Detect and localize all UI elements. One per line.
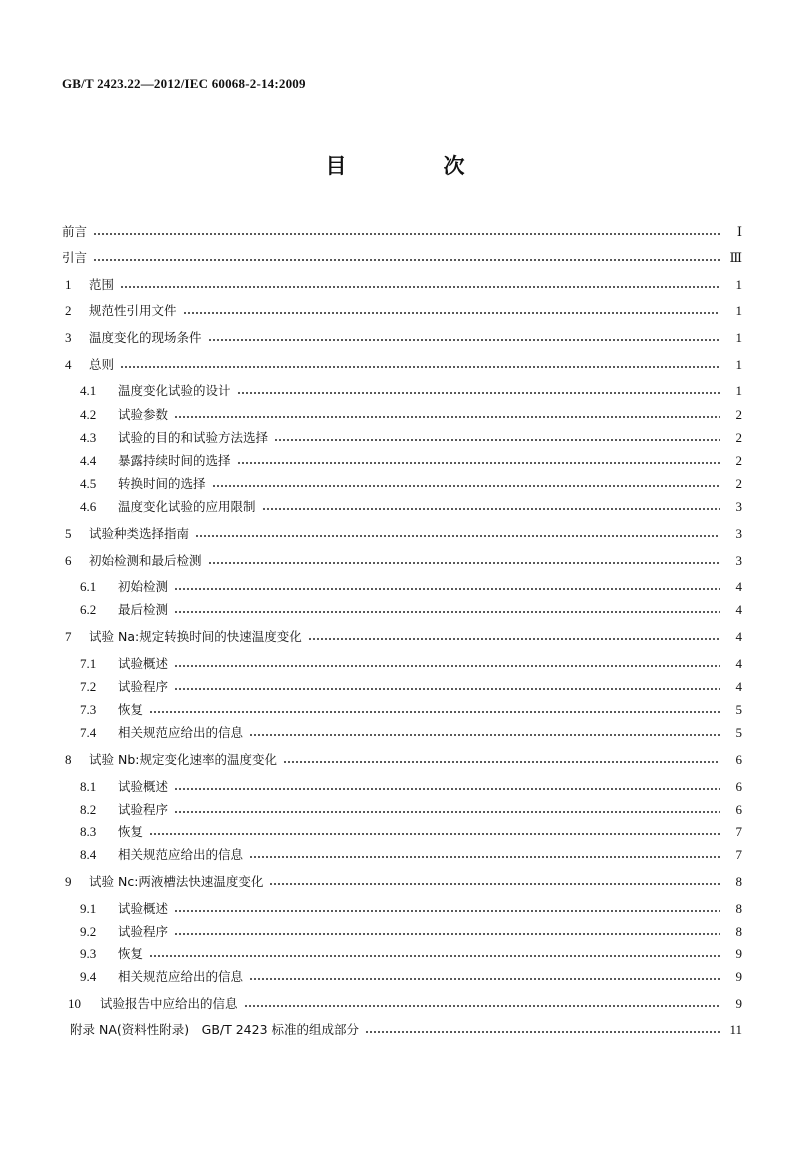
toc-entry[interactable] bbox=[65, 872, 742, 892]
toc-entry[interactable] bbox=[80, 381, 742, 401]
toc-entry[interactable] bbox=[80, 451, 742, 471]
toc-entry-number: 3 bbox=[65, 330, 72, 345]
toc-leader-dots bbox=[283, 761, 720, 763]
toc-entry[interactable] bbox=[80, 654, 742, 674]
toc-entry-page: 3 bbox=[735, 526, 742, 541]
toc-entry[interactable] bbox=[80, 777, 742, 797]
toc-entry[interactable] bbox=[62, 248, 742, 268]
toc-entry-page: 9 bbox=[735, 996, 742, 1011]
toc-entry-label: 初始检测 bbox=[118, 579, 169, 594]
toc-entry[interactable] bbox=[80, 723, 742, 743]
toc-entry-page: 1 bbox=[735, 330, 742, 345]
toc-entry[interactable] bbox=[80, 800, 742, 820]
toc-entry[interactable] bbox=[80, 428, 742, 448]
toc-entry-label: 试验概述 bbox=[118, 779, 169, 794]
toc-entry-label: 试验概述 bbox=[118, 656, 169, 671]
toc-entry[interactable] bbox=[80, 677, 742, 697]
toc-entry[interactable] bbox=[65, 524, 742, 544]
toc-leader-dots bbox=[262, 508, 720, 510]
toc-entry-label: 试验的目的和试验方法选择 bbox=[118, 430, 269, 445]
toc-entry-label: 相关规范应给出的信息 bbox=[118, 847, 244, 862]
toc-entry-page: 6 bbox=[735, 779, 742, 794]
toc-entry-number: 4.3 bbox=[80, 430, 97, 445]
toc-entry-label: 恢复 bbox=[118, 702, 144, 717]
toc-entry-number: 6.1 bbox=[80, 579, 97, 594]
toc-leader-dots bbox=[308, 638, 720, 640]
toc-entry-label: 试验参数 bbox=[118, 407, 169, 422]
toc-entry-label: 最后检测 bbox=[118, 602, 169, 617]
toc-entry-number: 9 bbox=[65, 874, 72, 889]
toc-entry-label: 恢复 bbox=[118, 824, 144, 839]
toc-entry-page: 3 bbox=[735, 553, 742, 568]
toc-entry-label: 暴露持续时间的选择 bbox=[118, 453, 231, 468]
toc-entry-label: 转换时间的选择 bbox=[118, 476, 206, 491]
toc-entry-label: 试验 Nc:两液槽法快速温度变化 bbox=[89, 874, 264, 889]
toc-entry[interactable] bbox=[80, 845, 742, 865]
toc-entry-number: 7.2 bbox=[80, 679, 97, 694]
toc-entry[interactable] bbox=[65, 551, 742, 571]
toc-entry-number: 4.6 bbox=[80, 499, 97, 514]
toc-entry-number: 8 bbox=[65, 752, 72, 767]
toc-entry-page: 4 bbox=[735, 656, 742, 671]
toc-entry-page: 8 bbox=[735, 874, 742, 889]
toc-entry-label: 试验程序 bbox=[118, 679, 169, 694]
toc-entry-label: 试验种类选择指南 bbox=[89, 526, 190, 541]
toc-entry-page: 2 bbox=[735, 476, 742, 491]
toc-leader-dots bbox=[269, 883, 720, 885]
toc-leader-dots bbox=[120, 286, 720, 288]
toc-entry-page: 1 bbox=[735, 303, 742, 318]
toc-entry[interactable] bbox=[65, 627, 742, 647]
toc-entry-page: 5 bbox=[735, 702, 742, 717]
toc-leader-dots bbox=[365, 1031, 720, 1033]
toc-entry-number: 6.2 bbox=[80, 602, 97, 617]
toc-entry[interactable] bbox=[80, 405, 742, 425]
toc-entry-number: 8.2 bbox=[80, 802, 97, 817]
toc-entry-label: 规范性引用文件 bbox=[89, 303, 177, 318]
toc-leader-dots bbox=[93, 259, 720, 261]
toc-entry-page: 7 bbox=[735, 847, 742, 862]
toc-leader-dots bbox=[195, 535, 720, 537]
toc-entry-page: 7 bbox=[735, 824, 742, 839]
toc-entry[interactable] bbox=[65, 328, 742, 348]
toc-entry-page: 9 bbox=[735, 946, 742, 961]
toc-entry-page: Ⅰ bbox=[736, 224, 742, 239]
toc-leader-dots bbox=[149, 711, 720, 713]
toc-entry-number: 7.3 bbox=[80, 702, 97, 717]
toc-entry-page: 6 bbox=[735, 752, 742, 767]
toc-leader-dots bbox=[174, 688, 720, 690]
toc-entry-label: 试验报告中应给出的信息 bbox=[100, 996, 238, 1011]
toc-entry-page: 9 bbox=[735, 969, 742, 984]
toc-entry-label: 相关规范应给出的信息 bbox=[118, 725, 244, 740]
toc-entry[interactable] bbox=[65, 750, 742, 770]
toc-entry-number: 1 bbox=[65, 277, 72, 292]
toc-leader-dots bbox=[274, 439, 720, 441]
toc-entry-label: 温度变化的现场条件 bbox=[89, 330, 202, 345]
toc-entry-page: 4 bbox=[735, 629, 742, 644]
toc-entry[interactable] bbox=[80, 822, 742, 842]
toc-entry[interactable] bbox=[62, 222, 742, 242]
toc-entry[interactable] bbox=[80, 577, 742, 597]
toc-entry-page: 8 bbox=[735, 901, 742, 916]
toc-entry[interactable] bbox=[80, 497, 742, 517]
toc-entry-label: 试验 Nb:规定变化速率的温度变化 bbox=[89, 752, 277, 767]
toc-leader-dots bbox=[208, 562, 720, 564]
toc-leader-dots bbox=[93, 233, 720, 235]
toc-entry-label: 附录 NA(资料性附录) GB/T 2423 标准的组成部分 bbox=[70, 1022, 359, 1037]
toc-leader-dots bbox=[237, 392, 720, 394]
toc-entry-label: 相关规范应给出的信息 bbox=[118, 969, 244, 984]
toc-leader-dots bbox=[149, 955, 720, 957]
toc-entry-number: 7.4 bbox=[80, 725, 97, 740]
toc-entry-page: 6 bbox=[735, 802, 742, 817]
page-title: 目 次 bbox=[325, 154, 503, 178]
toc-entry-number: 9.4 bbox=[80, 969, 97, 984]
toc-entry-page: 2 bbox=[735, 407, 742, 422]
toc-leader-dots bbox=[212, 485, 720, 487]
toc-entry-page: 4 bbox=[735, 602, 742, 617]
toc-entry[interactable] bbox=[80, 967, 742, 987]
toc-leader-dots bbox=[174, 588, 720, 590]
toc-entry-number: 4.5 bbox=[80, 476, 97, 491]
toc-entry-number: 4.1 bbox=[80, 383, 97, 398]
toc-entry-page: 2 bbox=[735, 453, 742, 468]
toc-leader-dots bbox=[183, 312, 720, 314]
toc-leader-dots bbox=[174, 788, 720, 790]
toc-entry[interactable] bbox=[70, 1020, 742, 1040]
toc-entry[interactable] bbox=[80, 922, 742, 942]
toc-entry[interactable] bbox=[65, 355, 742, 375]
toc-entry-number: 2 bbox=[65, 303, 72, 318]
toc-entry-number: 4 bbox=[65, 357, 72, 372]
toc-leader-dots bbox=[249, 856, 720, 858]
toc-entry-number: 8.1 bbox=[80, 779, 97, 794]
toc-entry-number: 4.2 bbox=[80, 407, 97, 422]
toc-entry-page: 4 bbox=[735, 679, 742, 694]
toc-entry-label: 试验程序 bbox=[118, 802, 169, 817]
toc-leader-dots bbox=[174, 811, 720, 813]
toc-entry[interactable] bbox=[80, 700, 742, 720]
toc-leader-dots bbox=[120, 366, 720, 368]
document-code: GB/T 2423.22—2012/IEC 60068-2-14:2009 bbox=[62, 76, 306, 91]
toc-entry-label: 试验概述 bbox=[118, 901, 169, 916]
toc-leader-dots bbox=[249, 978, 720, 980]
toc-leader-dots bbox=[174, 611, 720, 613]
toc-entry-number: 4.4 bbox=[80, 453, 97, 468]
toc-entry-label: 温度变化试验的应用限制 bbox=[118, 499, 256, 514]
toc-leader-dots bbox=[174, 416, 720, 418]
toc-entry-page: 1 bbox=[735, 277, 742, 292]
toc-entry-number: 9.1 bbox=[80, 901, 97, 916]
toc-entry-label: 温度变化试验的设计 bbox=[118, 383, 231, 398]
toc-leader-dots bbox=[237, 462, 720, 464]
toc-leader-dots bbox=[174, 665, 720, 667]
toc-entry-label: 引言 bbox=[62, 250, 88, 265]
toc-entry-label: 范围 bbox=[89, 277, 115, 292]
toc-leader-dots bbox=[149, 833, 720, 835]
toc-entry-label: 总则 bbox=[89, 357, 115, 372]
toc-entry[interactable] bbox=[65, 301, 742, 321]
toc-entry-label: 试验 Na:规定转换时间的快速温度变化 bbox=[89, 629, 302, 644]
toc-entry-label: 恢复 bbox=[118, 946, 144, 961]
toc-entry[interactable] bbox=[80, 944, 742, 964]
toc-entry-number: 8.4 bbox=[80, 847, 97, 862]
toc-leader-dots bbox=[174, 910, 720, 912]
toc-entry-number: 10 bbox=[68, 996, 81, 1011]
toc-entry-page: Ⅲ bbox=[729, 250, 742, 265]
toc-entry[interactable] bbox=[65, 275, 742, 295]
toc-entry-number: 7 bbox=[65, 629, 72, 644]
toc-entry-page: 1 bbox=[735, 357, 742, 372]
toc-entry-label: 试验程序 bbox=[118, 924, 169, 939]
toc-entry-page: 2 bbox=[735, 430, 742, 445]
toc-entry-page: 11 bbox=[729, 1022, 742, 1037]
toc-entry[interactable] bbox=[68, 994, 742, 1014]
toc-entry-number: 7.1 bbox=[80, 656, 97, 671]
toc-entry-number: 6 bbox=[65, 553, 72, 568]
toc-entry-number: 5 bbox=[65, 526, 72, 541]
toc-leader-dots bbox=[244, 1005, 720, 1007]
toc-entry-page: 5 bbox=[735, 725, 742, 740]
toc-entry-page: 8 bbox=[735, 924, 742, 939]
toc-entry-page: 3 bbox=[735, 499, 742, 514]
toc-entry[interactable] bbox=[80, 899, 742, 919]
toc-leader-dots bbox=[208, 339, 720, 341]
toc-entry-number: 8.3 bbox=[80, 824, 97, 839]
toc-entry-page: 4 bbox=[735, 579, 742, 594]
toc-entry-page: 1 bbox=[735, 383, 742, 398]
toc-entry[interactable] bbox=[80, 474, 742, 494]
toc-entry[interactable] bbox=[80, 600, 742, 620]
toc-entry-number: 9.2 bbox=[80, 924, 97, 939]
toc-entry-label: 初始检测和最后检测 bbox=[89, 553, 202, 568]
toc-leader-dots bbox=[249, 734, 720, 736]
toc-entry-label: 前言 bbox=[62, 224, 88, 239]
toc-entry-number: 9.3 bbox=[80, 946, 97, 961]
toc-leader-dots bbox=[174, 933, 720, 935]
